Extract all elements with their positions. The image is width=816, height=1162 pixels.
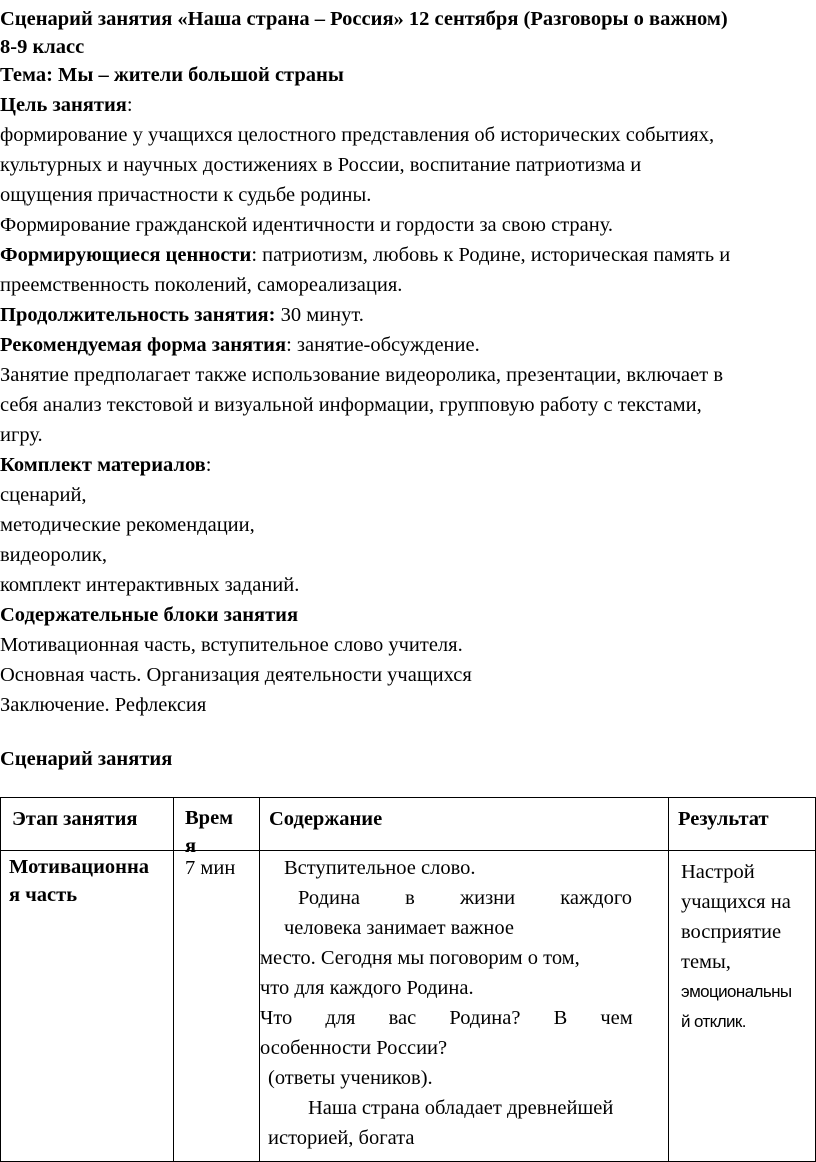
- form-extra-line: себя анализ текстовой и визуальной информации, групповую работу с текстами,: [0, 394, 702, 416]
- table-row: [1, 851, 816, 1162]
- header-stage-cell: Этап занятия: [1, 798, 174, 851]
- blocks-item: Основная часть. Организация деятельности учащихся: [0, 664, 472, 686]
- blocks-item: Мотивационная часть, вступительное слово учителя.: [0, 634, 463, 656]
- blocks-heading: Содержательные блоки занятия: [0, 604, 299, 626]
- scenario-heading: Сценарий занятия: [0, 748, 173, 770]
- goal-line: Формирование гражданской идентичности и гордости за свою страну.: [0, 214, 614, 236]
- materials-item: комплект интерактивных заданий.: [0, 574, 300, 596]
- stage-cell: Мотивационна я часть: [1, 851, 174, 1162]
- goal-line: культурных и научных достижениях в России, воспитание патриотизма и: [0, 154, 642, 176]
- header-content-cell: Содержание: [260, 798, 669, 851]
- form-line: Рекомендуемая форма занятия: занятие-обсуждение.: [0, 334, 480, 356]
- time-cell: 7 мин: [174, 851, 260, 1162]
- grade-line: 8-9 класс: [0, 36, 85, 58]
- header-time-cell: Врем я: [174, 798, 260, 851]
- values-line: Формирующиеся ценности: патриотизм, любовь к Родине, историческая память и: [0, 244, 731, 266]
- goal-line: формирование у учащихся целостного представления об исторических событиях,: [0, 124, 715, 146]
- duration-line: Продолжительность занятия: 30 минут.: [0, 304, 364, 326]
- scenario-table: [0, 797, 816, 1162]
- topic-line: Тема: Мы – жители большой страны: [0, 64, 344, 86]
- result-cell: Настрой учащихся на восприятие темы, эмоциональны й отклик.: [669, 851, 816, 1162]
- document-title: Сценарий занятия «Наша страна – Россия» 12 сентября (Разговоры о важном): [0, 8, 728, 30]
- materials-item: видеоролик,: [0, 544, 107, 566]
- form-extra-line: Занятие предполагает также использование видеоролика, презентации, включает в: [0, 364, 723, 386]
- blocks-item: Заключение. Рефлексия: [0, 694, 207, 716]
- values-line-2: преемственность поколений, самореализация.: [0, 274, 403, 296]
- content-cell: Вступительное слово. Родина в жизни каждого человека занимает важное место. Сегодня мы поговорим о том, что для каждого Родина. Что для вас Родина? В чем особенности России? (ответы учеников). Наша страна обладает древнейшей историей, богата: [260, 851, 669, 1162]
- header-result-cell: Результат: [669, 798, 816, 851]
- materials-item: методические рекомендации,: [0, 514, 255, 536]
- form-extra-line: игру.: [0, 424, 43, 446]
- materials-heading: Комплект материалов:: [0, 454, 212, 476]
- table-header-row: [1, 798, 816, 851]
- goal-line: ощущения причастности к судьбе родины.: [0, 184, 372, 206]
- materials-item: сценарий,: [0, 484, 87, 506]
- goal-heading: Цель занятия:: [0, 94, 133, 116]
